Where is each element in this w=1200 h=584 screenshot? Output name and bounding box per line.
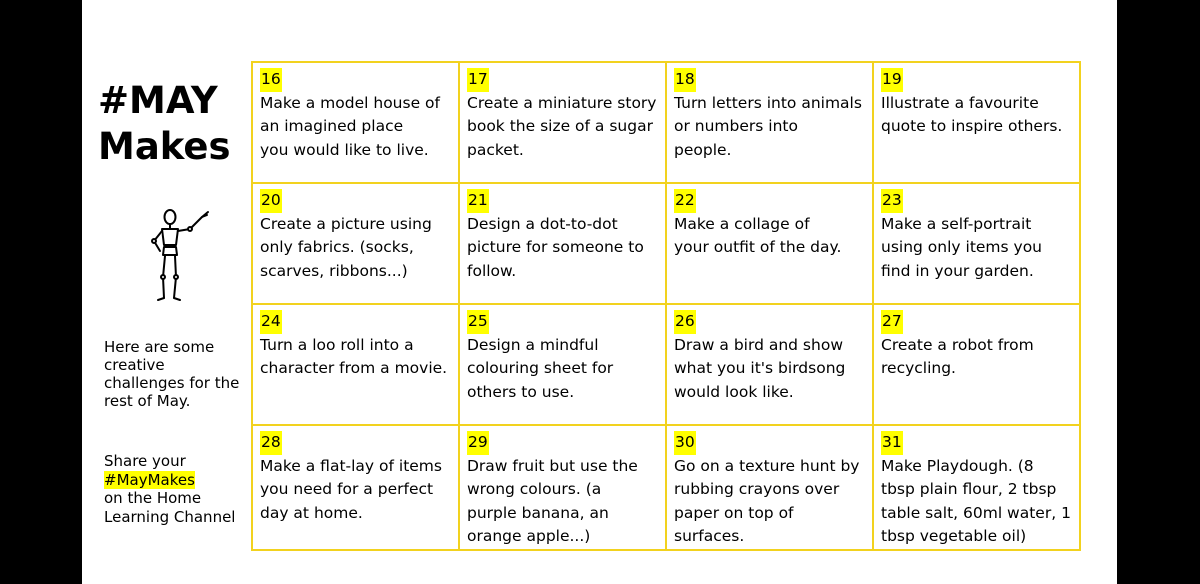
day-cell — [459, 62, 666, 183]
day-number: 16 — [260, 68, 282, 92]
calendar-row — [252, 425, 1080, 550]
day-cell — [459, 183, 666, 304]
title-line-2: Makes — [98, 125, 231, 168]
day-cell — [873, 62, 1080, 183]
day-number: 30 — [674, 431, 696, 455]
title-line-1: #MAY — [98, 79, 218, 122]
day-challenge: Create a robot from recycling. — [881, 335, 1034, 377]
calendar-row — [252, 62, 1080, 183]
hashtag: #MayMakes — [104, 470, 195, 489]
day-number: 31 — [881, 431, 903, 455]
day-challenge: Create a miniature story book the size of a sugar packet. — [467, 93, 657, 159]
day-challenge: Illustrate a favourite quote to inspire others. — [881, 93, 1063, 135]
day-number: 19 — [881, 68, 903, 92]
day-challenge: Make a collage of your outfit of the day. — [674, 214, 842, 256]
page-title — [98, 78, 248, 170]
share-text — [104, 452, 244, 526]
day-challenge: Make a model house of an imagined place you would like to live. — [260, 93, 440, 159]
day-cell — [666, 304, 873, 425]
day-challenge: Draw fruit but use the wrong colours. (a purple banana, an orange apple...) — [467, 456, 638, 545]
day-number: 29 — [467, 431, 489, 455]
day-number: 17 — [467, 68, 489, 92]
day-cell — [252, 304, 459, 425]
day-challenge: Design a mindful colouring sheet for others to use. — [467, 335, 614, 401]
day-number: 22 — [674, 189, 696, 213]
calendar-row — [252, 183, 1080, 304]
day-cell — [666, 425, 873, 550]
day-cell — [873, 425, 1080, 550]
day-challenge: Turn letters into animals or numbers into people. — [674, 93, 862, 159]
day-cell — [459, 304, 666, 425]
day-number: 18 — [674, 68, 696, 92]
day-challenge: Draw a bird and show what you it's birdsong would look like. — [674, 335, 846, 401]
day-challenge: Design a dot-to-dot picture for someone to follow. — [467, 214, 644, 280]
day-cell — [459, 425, 666, 550]
day-cell — [252, 425, 459, 550]
challenge-calendar — [251, 61, 1081, 551]
day-number: 23 — [881, 189, 903, 213]
slide — [82, 0, 1117, 584]
day-number: 24 — [260, 310, 282, 334]
share-after: on the Home Learning Channel — [104, 489, 236, 526]
day-cell — [873, 304, 1080, 425]
day-number: 26 — [674, 310, 696, 334]
day-challenge: Make a self-portrait using only items you find in your garden. — [881, 214, 1043, 280]
day-cell — [252, 62, 459, 183]
artist-mannequin-icon — [138, 205, 228, 305]
day-number: 20 — [260, 189, 282, 213]
intro-text: Here are some creative challenges for the rest of May. — [104, 338, 240, 410]
day-cell — [252, 183, 459, 304]
day-challenge: Make Playdough. (8 tbsp plain flour, 2 tbsp table salt, 60ml water, 1 tbsp vegetable oil) — [881, 456, 1071, 545]
day-number: 28 — [260, 431, 282, 455]
day-cell — [873, 183, 1080, 304]
day-number: 27 — [881, 310, 903, 334]
day-challenge: Create a picture using only fabrics. (socks, scarves, ribbons...) — [260, 214, 432, 280]
day-challenge: Make a flat-lay of items you need for a perfect day at home. — [260, 456, 442, 522]
share-before: Share your — [104, 452, 186, 470]
day-cell — [666, 183, 873, 304]
day-cell — [666, 62, 873, 183]
calendar-row — [252, 304, 1080, 425]
day-challenge: Turn a loo roll into a character from a movie. — [260, 335, 448, 377]
day-number: 25 — [467, 310, 489, 334]
day-number: 21 — [467, 189, 489, 213]
day-challenge: Go on a texture hunt by rubbing crayons over paper on top of surfaces. — [674, 456, 860, 545]
